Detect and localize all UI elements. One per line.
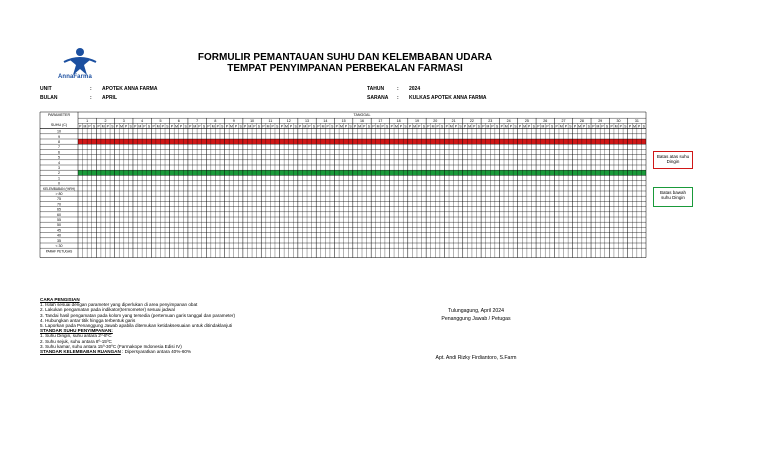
shift-code: P — [363, 124, 366, 129]
cara-item: 1. Isilah sesuai dengan parameter yang diperlukan di area penyimpanan obat — [40, 302, 198, 308]
shift-code: P — [592, 124, 595, 129]
shift-code: P — [207, 124, 210, 129]
shift-code: M — [413, 124, 417, 129]
humidity-row-label: 40 — [57, 233, 61, 238]
shift-code: P — [179, 124, 183, 129]
shift-code: M — [175, 124, 178, 129]
shift-code: P — [390, 124, 393, 129]
day-number: 11 — [268, 119, 273, 124]
humidity-row-label: 75 — [57, 197, 61, 202]
day-number: 3 — [122, 119, 125, 124]
shift-code: P — [518, 124, 522, 129]
shift-code: M — [358, 124, 362, 129]
shift-code: S — [624, 124, 627, 129]
shift-code: M — [285, 124, 288, 129]
day-number: 8 — [214, 119, 217, 124]
shift-code: P — [408, 124, 412, 129]
shift-code: S — [239, 124, 242, 129]
shift-code: S — [422, 124, 425, 129]
standar-suhu-item: 2. Suhu sejuk, suhu antara 8º-15ºC — [40, 338, 112, 344]
shift-code: S — [642, 124, 645, 129]
shift-code: S — [532, 124, 535, 129]
day-number: 12 — [286, 119, 291, 124]
day-number: 7 — [196, 119, 199, 124]
kelembaban-header: KELEMBABAN (%RH) — [42, 186, 76, 191]
day-number: 2 — [104, 119, 107, 124]
shift-code: P — [399, 124, 403, 129]
cara-item: 3. Tandai hasil pengamatan pada kolom yang tersedia (pertemuan garis tanggal dan parameter) — [40, 312, 236, 318]
shift-code: M — [138, 124, 142, 129]
shift-code: P — [124, 124, 128, 129]
shift-code: M — [339, 124, 343, 129]
shift-code: P — [546, 124, 549, 129]
shift-code: S — [477, 124, 480, 129]
standar-kelembaban-text: : Dipersyaratkan antara 40%-60% — [122, 349, 192, 355]
shift-code: S — [92, 124, 96, 129]
temperature-row-label: 5 — [58, 155, 60, 160]
shift-code: S — [111, 124, 114, 129]
colon: : — [397, 86, 399, 92]
humidity-row-label: 70 — [57, 202, 61, 207]
day-number: 6 — [177, 119, 180, 124]
shift-code: P — [619, 124, 622, 129]
shift-code: S — [605, 124, 609, 129]
shift-code: M — [578, 124, 581, 129]
shift-code: P — [418, 124, 421, 129]
shift-code: P — [528, 124, 531, 129]
shift-code: P — [564, 124, 567, 129]
day-number: 1 — [86, 119, 89, 124]
shift-code: P — [134, 124, 137, 129]
colon: : — [90, 95, 92, 101]
day-number: 21 — [451, 119, 456, 124]
shift-code: P — [473, 124, 476, 129]
shift-code: M — [156, 124, 160, 129]
day-number: 4 — [141, 119, 144, 124]
humidity-row-label: 45 — [57, 228, 61, 233]
shift-code: P — [106, 124, 109, 129]
parameter-header: PARAMETER — [47, 113, 71, 117]
sarana-value: KULKAS APOTEK ANNA FARMA — [409, 95, 487, 101]
shift-code: M — [596, 124, 600, 129]
shift-code: P — [381, 124, 384, 129]
shift-code: M — [83, 124, 87, 129]
shift-code: M — [394, 124, 398, 129]
shift-code: P — [500, 124, 503, 129]
tanggal-header: TANGGAL — [353, 113, 371, 117]
temperature-row-label: 4 — [58, 160, 60, 165]
day-number: 17 — [378, 119, 383, 124]
shift-code: P — [601, 124, 604, 129]
unit-label: UNIT — [40, 86, 52, 92]
shift-code: S — [495, 124, 499, 129]
temperature-row-label: 2 — [58, 171, 60, 176]
shift-code: P — [445, 124, 448, 129]
shift-code: M — [266, 124, 270, 129]
day-number: 16 — [360, 119, 364, 124]
shift-code: S — [404, 124, 407, 129]
temperature-row-label: 3 — [58, 166, 60, 170]
cara-item: 2. Lakukan pengamatan pada indikator(termometer) sesuai jadwal — [40, 307, 175, 313]
humidity-row-label: < 30 — [55, 244, 63, 248]
shift-code: P — [436, 124, 439, 129]
shift-code: P — [583, 124, 586, 129]
shift-code: M — [523, 124, 527, 129]
shift-code: M — [193, 124, 197, 129]
day-number: 18 — [396, 119, 401, 124]
signature-role: Penanggung Jawab / Petugas — [441, 316, 511, 322]
temperature-row-label: 7 — [58, 145, 60, 150]
shift-code: M — [230, 124, 233, 129]
day-number: 19 — [414, 119, 419, 124]
cara-item: 4. Hubungkan antar titik hingga terbentuk garis — [40, 317, 136, 323]
shift-code: P — [234, 124, 238, 129]
sarana-label: SARANA — [367, 95, 389, 101]
colon: : — [90, 86, 92, 92]
shift-code: P — [262, 124, 265, 129]
shift-code: M — [248, 124, 252, 129]
shift-code: P — [88, 124, 91, 129]
shift-code: S — [349, 124, 352, 129]
humidity-row-label: 35 — [57, 238, 61, 243]
shift-code: P — [335, 124, 338, 129]
standar-suhu-item: 3. Suhu kamar, suhu antara 15º-30ºC (Farmakope Indonesia Edisi IV) — [40, 343, 182, 349]
temperature-row-label: 10 — [57, 129, 61, 134]
humidity-row-label: 55 — [57, 218, 61, 222]
shift-code: M — [449, 124, 453, 129]
shift-code: M — [431, 124, 435, 129]
shift-code: P — [317, 124, 320, 129]
shift-code: S — [550, 124, 554, 129]
shift-code: P — [170, 124, 174, 129]
shift-code: P — [289, 124, 293, 129]
shift-code: P — [244, 124, 247, 129]
lower-limit-legend: Batas bawah suhu Dingin — [653, 187, 693, 207]
shift-code: S — [312, 124, 316, 129]
humidity-row-label: 60 — [57, 212, 61, 217]
shift-code: P — [271, 124, 274, 129]
shift-code: P — [299, 124, 302, 129]
cara-title: CARA PENGISIAN — [40, 297, 80, 302]
shift-code: P — [280, 124, 283, 129]
shift-code: P — [326, 124, 329, 129]
day-number: 20 — [433, 119, 438, 124]
shift-code: M — [504, 124, 508, 129]
shift-code: M — [211, 124, 215, 129]
shift-code: S — [331, 124, 334, 129]
day-number: 29 — [598, 119, 603, 124]
day-number: 26 — [543, 119, 548, 124]
shift-code: S — [294, 124, 297, 129]
day-number: 27 — [561, 119, 566, 124]
shift-code: S — [202, 124, 206, 129]
humidity-row-label: 65 — [57, 207, 61, 212]
tahun-value: 2024 — [409, 86, 421, 92]
suhu-header: SUHU (C) — [50, 123, 68, 128]
shift-code: P — [372, 124, 375, 129]
day-number: 10 — [250, 119, 255, 124]
temperature-row-label: 6 — [58, 150, 60, 155]
standar-kelembaban-title: STANDAR KELEMBABAN RUANGAN — [40, 349, 121, 355]
shift-code: P — [628, 124, 632, 129]
shift-code: P — [509, 124, 513, 129]
paraf-label: PARAF PETUGAS — [45, 249, 73, 254]
form-title-line2: TEMPAT PENYIMPANAN PERBEKALAN FARMASI — [227, 63, 463, 74]
tahun-label: TAHUN — [367, 86, 385, 92]
shift-code: S — [386, 124, 389, 129]
day-number: 5 — [159, 119, 162, 124]
shift-code: S — [184, 124, 187, 129]
shift-code: P — [253, 124, 256, 129]
shift-code: P — [353, 124, 357, 129]
shift-code: S — [441, 124, 444, 129]
standar-suhu-title: STANDAR SUHU PENYIMPANAN: — [40, 328, 113, 334]
logo-wordmark: AnnaFarma — [58, 74, 92, 80]
signature-place-date: Tulungagung, April 2024 — [447, 308, 505, 314]
signature-name: Apt. Andi Rizky Firdiantoro, S.Farm — [435, 355, 517, 361]
shift-code: S — [166, 124, 169, 129]
day-number: 9 — [232, 119, 235, 124]
shift-code: P — [115, 124, 119, 129]
day-number: 24 — [506, 119, 511, 124]
shift-code: P — [225, 124, 229, 129]
shift-code: S — [129, 124, 132, 129]
shift-code: P — [189, 124, 192, 129]
form-title-line1: FORMULIR PEMANTAUAN SUHU DAN KELEMBABAN UDARA — [197, 52, 493, 63]
day-number: 14 — [323, 119, 328, 124]
shift-code: P — [216, 124, 219, 129]
shift-code: P — [537, 124, 540, 129]
temperature-row-label: 1 — [58, 176, 60, 181]
shift-code: S — [276, 124, 279, 129]
day-number: 15 — [341, 119, 346, 124]
shift-code: P — [463, 124, 467, 129]
day-number: 25 — [524, 119, 529, 124]
instructions — [40, 297, 360, 354]
standar-kelembaban — [40, 349, 360, 354]
shift-code: S — [569, 124, 572, 129]
shift-code: S — [221, 124, 224, 129]
shift-code: P — [79, 124, 82, 129]
upper-limit-legend: Batas atas suhu Dingin — [653, 151, 693, 169]
shift-code: P — [454, 124, 458, 129]
colon: : — [397, 95, 399, 101]
shift-code: S — [587, 124, 590, 129]
shift-code: M — [303, 124, 307, 129]
shift-code: P — [152, 124, 155, 129]
shift-code: M — [486, 124, 490, 129]
shift-code: P — [97, 124, 100, 129]
shift-code: M — [559, 124, 563, 129]
shift-code: S — [514, 124, 517, 129]
shift-code: P — [610, 124, 613, 129]
shift-code: S — [147, 124, 151, 129]
shift-code: M — [614, 124, 618, 129]
shift-code: P — [308, 124, 311, 129]
shift-code: S — [257, 124, 261, 129]
shift-code: M — [120, 124, 123, 129]
temperature-row-label: 9 — [58, 134, 60, 139]
standar-suhu-item: 1. Suhu Dingin, suhu antara 2º-8ºC — [40, 333, 112, 339]
bulan-label: BULAN — [40, 95, 58, 101]
shift-code: P — [637, 124, 641, 129]
day-number: 13 — [305, 119, 310, 124]
shift-code: P — [143, 124, 146, 129]
temperature-row-label: 0 — [58, 181, 60, 186]
shift-code: P — [344, 124, 348, 129]
shift-code: M — [468, 124, 472, 129]
shift-code: M — [321, 124, 325, 129]
shift-code: S — [367, 124, 371, 129]
shift-code: P — [555, 124, 558, 129]
shift-code: P — [491, 124, 494, 129]
unit-value: APOTEK ANNA FARMA — [102, 86, 158, 92]
shift-code: P — [198, 124, 201, 129]
day-number: 28 — [579, 119, 584, 124]
temperature-row-label: 8 — [58, 140, 60, 144]
humidity-row-label: 50 — [57, 223, 61, 228]
day-number: 22 — [469, 119, 474, 124]
day-number: 23 — [488, 119, 493, 124]
day-number: 30 — [616, 119, 621, 124]
shift-code: P — [427, 124, 430, 129]
shift-code: M — [101, 124, 105, 129]
day-number: 31 — [634, 119, 639, 124]
shift-code: M — [376, 124, 380, 129]
shift-code: M — [633, 124, 636, 129]
humidity-row-label: > 80 — [55, 192, 63, 196]
shift-code: P — [482, 124, 485, 129]
cara-item: 5. Laporkan pada Penanggung Jawab apabila ditemukan ketidaksesuaian untuk ditindaklanjuti — [40, 323, 233, 329]
shift-code: M — [541, 124, 545, 129]
shift-code: P — [573, 124, 577, 129]
shift-code: S — [459, 124, 462, 129]
bulan-value: APRIL — [102, 95, 117, 101]
shift-code: P — [161, 124, 164, 129]
